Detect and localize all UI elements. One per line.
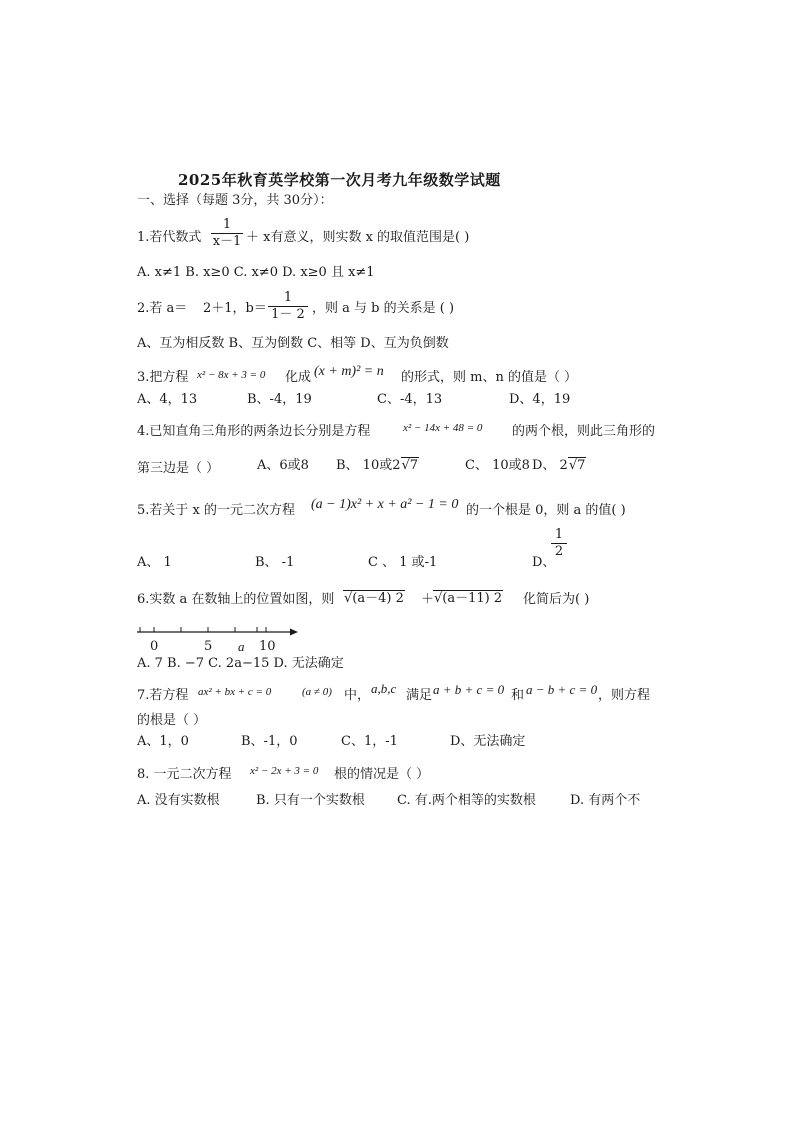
q3-option-a: A、4，13 (137, 392, 198, 407)
q6-stem-start: 6.实数 a 在数轴上的位置如图，则 (137, 592, 335, 607)
q5-d-numerator: 1 (554, 527, 564, 542)
q3-stem-end: 的形式，则 m、n 的值是（ ） (401, 370, 578, 385)
axis-label-10: 10 (259, 639, 276, 654)
q4-option-d: D、 2√7 (532, 458, 586, 473)
q3-option-c: C、-4，13 (377, 392, 443, 407)
q1-options: A. x≠1 B. x≥0 C. x≠0 D. x≥0 且 x≠1 (137, 265, 375, 280)
q3-equation: x² − 8x + 3 = 0 (197, 369, 266, 381)
q8-equation: x² − 2x + 3 = 0 (250, 765, 319, 777)
q4-option-a: A、6或8 (257, 458, 309, 473)
q7-eq-sum: a + b + c = 0 (433, 682, 505, 697)
q1-stem-end: ＋ x有意义，则实数 x 的取值范围是( ) (246, 230, 470, 245)
q7-stem-cond: 满足 (406, 688, 433, 703)
q4-stem-start: 4.已知直角三角形的两条边长分别是方程 (137, 424, 371, 439)
section-heading: 一、选择（每题 3分，共 30分）： (137, 193, 333, 208)
q1-frac-numerator: 1 (222, 217, 232, 232)
q2-frac-numerator: 1 (283, 290, 293, 305)
axis-label-a: a (238, 639, 245, 654)
q5-d-denominator: 2 (554, 544, 564, 559)
q7-eq-diff: a − b + c = 0 (526, 682, 598, 697)
axis-label-0: 0 (150, 639, 159, 654)
q2-options: A、互为相反数 B、互为倒数 C、相等 D、互为负倒数 (137, 336, 449, 351)
q5-option-d: D、 (532, 555, 556, 570)
q2-stem-start: 2.若 a＝ (137, 301, 188, 316)
q2-stem-end: ，则 a 与 b 的关系是 ( ) (312, 301, 455, 316)
q3-option-d: D、4，19 (509, 392, 571, 407)
page-title: 2025年秋育英学校第一次月考九年级数学试题 (178, 171, 501, 189)
q8-option-a: A. 没有实数根 (137, 793, 220, 808)
q7-stem-line2: 的根是（ ） (137, 713, 207, 728)
q5-option-c: C 、 1 或-1 (368, 555, 438, 570)
q8-option-b: B. 只有一个实数根 (256, 793, 365, 808)
q1-stem-start: 1.若代数式 (137, 230, 202, 245)
q6-radical-1: √(a－4) 2 (344, 591, 404, 606)
q7-option-a: A、1，0 (137, 734, 189, 749)
q1-frac-denominator: x－1 (212, 234, 242, 249)
q4-stem-end: 的两个根，则此三角形的 (512, 424, 656, 439)
q2-frac-denominator: 1－ 2 (271, 307, 305, 322)
q3-stem-mid: 化成 (285, 370, 312, 385)
axis-label-5: 5 (204, 639, 213, 654)
q3-stem-start: 3.把方程 (137, 370, 189, 385)
q4-option-b: B、 10或2√7 (336, 458, 419, 473)
q5-option-b: B、 -1 (255, 555, 295, 570)
q3-option-b: B、-4，19 (247, 392, 312, 407)
q7-option-d: D、无法确定 (450, 734, 526, 749)
q7-option-c: C、1，-1 (341, 734, 398, 749)
q5-stem-end: 的一个根是 0，则 a 的值( ) (466, 503, 626, 518)
q5-stem-start: 5.若关于 x 的一元二次方程 (137, 503, 295, 518)
q5-equation: (a − 1)x² + x + a² − 1 = 0 (311, 497, 459, 512)
q8-stem-start: 8. 一元二次方程 (137, 767, 232, 782)
q7-vars: a,b,c (371, 681, 397, 696)
q7-stem-mid: 中， (344, 688, 371, 703)
q8-stem-end: 根的情况是（ ） (334, 767, 430, 782)
q7-equation: ax² + bx + c = 0 (198, 686, 272, 698)
q5-option-a: A、 1 (137, 555, 172, 570)
q2-stem-mid: 2＋1，b＝ (203, 301, 267, 316)
q7-option-b: B、-1，0 (241, 734, 298, 749)
q4-equation: x² − 14x + 48 = 0 (403, 422, 483, 434)
q7-condition: (a ≠ 0) (302, 686, 332, 698)
q6-options: A. 7 B. −7 C. 2a−15 D. 无法确定 (137, 656, 344, 671)
q8-option-d: D. 有两个不 (570, 793, 641, 808)
q4-option-c: C、 10或8 (465, 458, 530, 473)
q3-target-form: (x + m)² = n (314, 364, 384, 379)
q6-plus: ＋ (421, 592, 435, 607)
q7-stem-end: ，则方程 (598, 688, 651, 703)
q6-stem-end: 化简后为( ) (523, 592, 590, 607)
q4-stem-line2: 第三边是（ ） (137, 461, 220, 476)
q7-and: 和 (511, 688, 525, 703)
q6-radical-2: √(a－11) 2 (434, 591, 503, 606)
q8-option-c: C. 有.两个相等的实数根 (397, 793, 536, 808)
q7-stem-start: 7.若方程 (137, 688, 189, 703)
